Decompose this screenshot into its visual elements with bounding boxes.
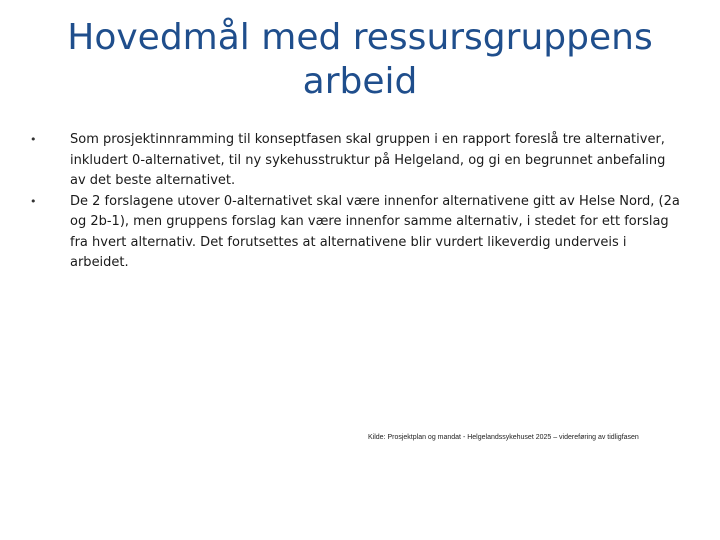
- bullet-text: Som prosjektinnramming til konseptfasen skal gruppen i en rapport foreslå tre alternativer, inkludert 0-alternativet, til ny sykehusstruktur på Helgeland, og gi en begrunnet anbefaling av det beste alternativet.: [70, 132, 666, 188]
- bullet-list: [30, 130, 680, 274]
- bullet-dot-icon: •: [30, 133, 37, 146]
- slide-title-line-2: arbeid: [302, 61, 418, 102]
- bullet-item: [30, 130, 680, 192]
- bullet-text: De 2 forslagene utover 0-alternativet skal være innenfor alternativene gitt av Helse Nord, (2a og 2b-1), men gruppens forslag kan være innenfor samme alternativ, i stedet for ett forslag fra hvert alternativ. Det forutsettes at alternativene blir vurdert likeverdig underveis i arbeidet.: [70, 193, 680, 270]
- source-citation: Kilde: Prosjektplan og mandat - Helgelandssykehuset 2025 – videreføring av tidligfasen: [368, 434, 639, 441]
- slide-title: [40, 16, 680, 104]
- bullet-item: [30, 192, 680, 274]
- slide-title-line-1: Hovedmål med ressursgruppens: [67, 17, 653, 58]
- bullet-dot-icon: •: [30, 194, 37, 208]
